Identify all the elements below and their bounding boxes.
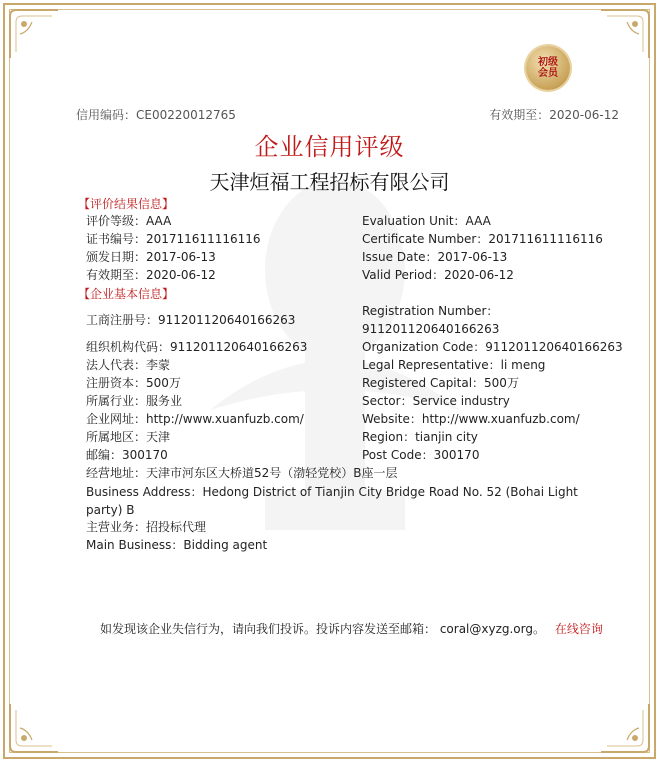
online-consult-link[interactable]: 在线咨询 (554, 622, 603, 636)
membership-badge (526, 46, 570, 90)
post-code-cn: 邮编：300170 (86, 448, 168, 462)
valid-period-cn: 有效期至：2020-06-12 (86, 268, 216, 282)
badge-line-1: 初级 (538, 57, 558, 68)
corner-ornament-icon (597, 6, 653, 62)
region-cn: 所属地区：天津 (86, 430, 171, 444)
main-business-cn: 主营业务：招投标代理 (86, 520, 207, 534)
valid-until-top: 有效期至：2020-06-12 (489, 108, 619, 122)
sector-cn: 所属行业：服务业 (86, 394, 183, 408)
cert-number-en: Certificate Number：201711611116116 (362, 232, 603, 246)
region-en: Region：tianjin city (362, 430, 478, 444)
website-en: Website：http://www.xuanfuzb.com/ (362, 412, 580, 426)
reg-number-cn: 工商注册号：911201120640166263 (86, 313, 296, 327)
post-code-en: Post Code：300170 (362, 448, 480, 462)
corner-ornament-icon (6, 6, 62, 62)
address-en: Business Address：Hedong District of Tianjin City Bridge Road No. 52 (Bohai Light party) B (86, 485, 578, 517)
issue-date-en: Issue Date：2017-06-13 (362, 250, 508, 264)
org-code-cn: 组织机构代码：911201120640166263 (86, 340, 308, 354)
org-code-en: Organization Code：911201120640166263 (362, 340, 623, 354)
reg-number-en-label: Registration Number： (362, 304, 499, 318)
section-basic: 【企业基本信息】 (78, 287, 175, 301)
reg-number-en-value: 911201120640166263 (362, 322, 500, 336)
complaint-footer (100, 620, 603, 637)
cert-number-cn: 证书编号：201711611116116 (86, 232, 261, 246)
complaint-text: 如发现该企业失信行为，请向我们投诉。投诉内容发送至邮箱： coral@xyzg.org。 (100, 622, 545, 636)
website-cn: 企业网址：http://www.xuanfuzb.com/ (86, 412, 304, 426)
corner-ornament-icon (597, 700, 653, 756)
issue-date-cn: 颁发日期：2017-06-13 (86, 250, 216, 264)
capital-en: Registered Capital：500万 (362, 376, 519, 390)
legal-rep-en: Legal Representative：li meng (362, 358, 546, 372)
page-title: 企业信用评级 (254, 133, 405, 161)
capital-cn: 注册资本：500万 (86, 376, 181, 390)
main-business-en: Main Business：Bidding agent (86, 538, 268, 552)
legal-rep-cn: 法人代表：李蒙 (86, 358, 171, 372)
corner-ornament-icon (6, 700, 62, 756)
valid-period-en: Valid Period：2020-06-12 (362, 268, 514, 282)
company-name: 天津烜福工程招标有限公司 (209, 170, 450, 194)
address-cn: 经营地址：天津市河东区大桥道52号（渤轻党校）B座一层 (86, 466, 398, 480)
eval-level-cn: 评价等级：AAA (86, 214, 172, 228)
eval-level-en: Evaluation Unit：AAA (362, 214, 491, 228)
badge-line-2: 会员 (538, 68, 558, 79)
sector-en: Sector：Service industry (362, 394, 510, 408)
credit-code: 信用编码：CE00220012765 (76, 108, 236, 122)
section-evaluation: 【评价结果信息】 (78, 197, 175, 211)
